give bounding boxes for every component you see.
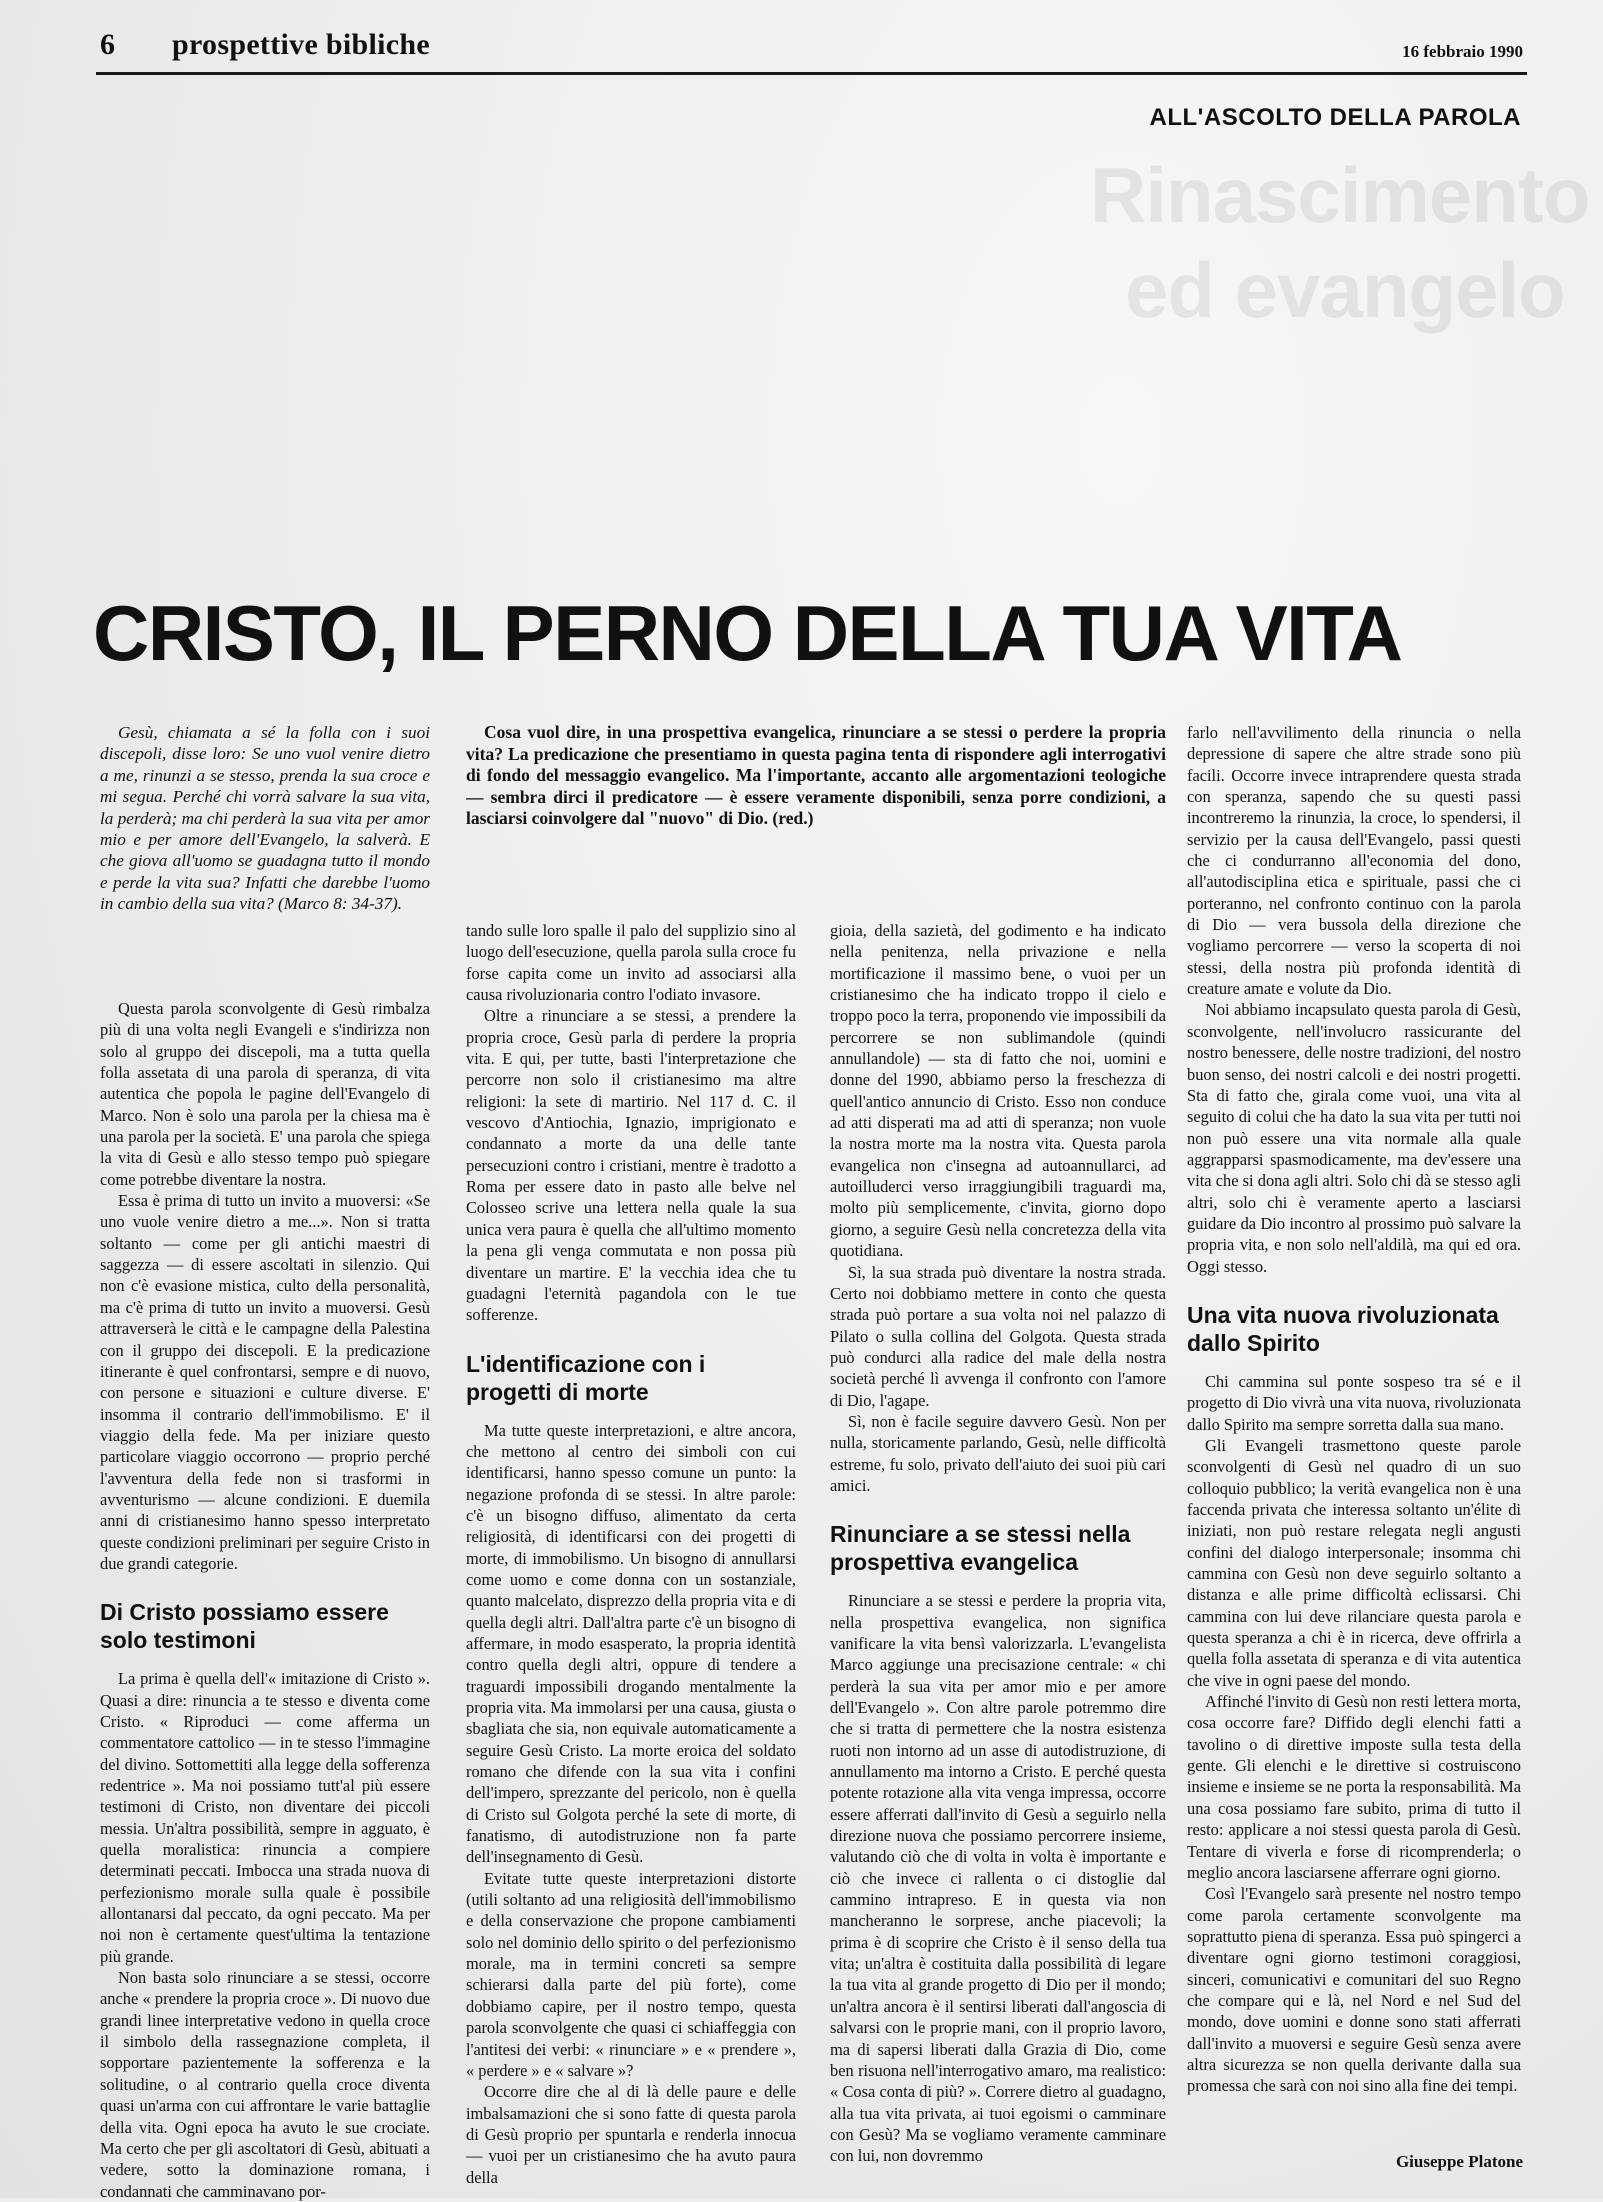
paragraph: tando sulle loro spalle il palo del supplizio sino al luogo dell'esecuzione, quella parola sulla croce fu forse capita come un invito ad associarsi alla causa rivoluzionaria contro l'odiato invasore. bbox=[466, 921, 796, 1005]
column-2 bbox=[466, 920, 796, 2188]
paragraph: Questa parola sconvolgente di Gesù rimbalza più di una volta negli Evangeli e s'indirizza non solo al gruppo dei discepoli, ma a tutta quella folla assetata di una parola di speranza, di vita autentica che popola le pagine dell'Evangelo di Marco. Non è solo una parola per la chiesa ma è una parola per la società. E' una parola che spiega la vita di Gesù e allo stesso tempo può spiegare come potrebbe diventare la nostra. bbox=[100, 999, 430, 1189]
section-kicker: ALL'ASCOLTO DELLA PAROLA bbox=[1149, 104, 1521, 131]
paragraph: Sì, non è facile seguire davvero Gesù. Non per nulla, storicamente parlando, Gesù, nelle difficoltà estreme, fu solo, privato dell'aiuto dei suoi più cari amici. bbox=[830, 1411, 1166, 1495]
paragraph: Gli Evangeli trasmettono queste parole sconvolgenti di Gesù nel quadro di un suo colloquio pubblico; la verità evangelica non è una faccenda privata che interessa soltanto un'élite di iniziati, non può restare relegata negli angusti confini del dialogo interpersonale; insomma chi cammina con Gesù non deve seguirlo soltanto a distanza e alle prime difficoltà eclissarsi. Chi cammina con lui deve rilanciare questa parola e questa speranza a chi è in ricerca, deve offrirla a quella folla assetata di speranza e di vita autentica che vive in ogni paese del mondo. bbox=[1187, 1435, 1521, 1690]
bleed-through-text-2: ed evangelo bbox=[1125, 246, 1565, 334]
author-signature: Giuseppe Platone bbox=[1395, 2152, 1523, 2171]
paragraph: Così l'Evangelo sarà presente nel nostro tempo come parola certamente sconvolgente ma soprattutto piena di speranza. Essa può spingerci a diventare ogni giorno testimoni coraggiosi, sinceri, comunicativi e comunitari del suo Regno che compare qui e là, nel Nord e nel Sud del mondo, dove uomini e donne sono stati afferrati dall'invito a muoversi e seguire Gesù senza avere altra sicurezza se non quella derivante dalla sua promessa che sarà con noi sino alla fine dei tempi. bbox=[1187, 1884, 1521, 2096]
paragraph: Rinunciare a se stessi e perdere la propria vita, nella prospettiva evangelica, non significa vanificare la vita bensì valorizzarla. L'evangelista Marco aggiunge una precisazione centrale: « chi perderà la sua vita per amor mio e per amore dell'Evangelo ». Con altre parole potremmo dire che si tratta di permettere che la nostra esistenza ruoti non intorno ad un asse di autodistruzione, di annullamento ma intorno a Cristo. E perché questa potente rotazione alla vita venga impressa, occorre essere afferrati dall'invito di Gesù a seguirlo nella direzione nuova che possiamo percorrere insieme, valutando ciò che di volta in volta è importante e ciò che invece ci rallenta o ci distoglie dal cammino intrapreso. E in questa via non mancheranno le sorprese, anche piacevoli; la prima è di scoprire che Cristo è il senso della tua vita; un'altra è costituita dalla possibilità di legare la tua vita al grande progetto di Dio per il mondo; un'altra ancora è il sentirsi liberati dall'angoscia di salvarsi con le proprie mani, con il proprio lavoro, ma di sapersi liberati dalla Grazia di Dio, come ben risuona nell'interrogativo amaro, ma realistico: « Cosa conta di più? ». Correre dietro al guadagno, alla tua vita privata, ai tuoi egoismi o camminare con Gesù? Ma se vogliamo veramente camminare con lui, non dovremmo bbox=[830, 1591, 1166, 2166]
subheading: Di Cristo possiamo essere solo testimoni bbox=[100, 1599, 389, 1654]
paragraph: gioia, della sazietà, del godimento e ha indicato nella penitenza, nella privazione e nella mortificazione il massimo bene, o vuoi per un cristianesimo che ha indicato troppo il cielo e troppo poco la terra, proponendo vie impossibili da percorrere se non sublimandole (quindi annullandole) — sta di fatto che noi, uomini e donne del 1990, abbiamo perso la freschezza di quell'antico annuncio di Cristo. Esso non conduce ad atti disperati ma ad atti di speranza; non vuole la nostra morte ma la nostra vita. Questa parola evangelica non c'insegna ad autoannullarci, ad autoilluderci verso irraggiungibili traguardi ma, molto più semplicemente, c'invita, giorno dopo giorno, a seguire Gesù nella concretezza della vita quotidiana. bbox=[830, 921, 1166, 1261]
intro-text: Cosa vuol dire, in una prospettiva evangelica, rinunciare a se stessi o perdere la propria vita? La predicazione che presentiamo in questa pagina tenta di rispondere agli interrogativi di fondo del messaggio evangelico. Ma l'importante, accanto alle argomentazioni teologiche — sembra dirci il predicatore — è essere veramente disponibili, senza porre condizioni, a lasciarsi coinvolgere dal "nuovo" di Dio. (red.) bbox=[466, 722, 1166, 828]
article-intro bbox=[466, 722, 1166, 830]
subheading: L'identificazione con i progetti di morte bbox=[466, 1350, 706, 1405]
paragraph: Occorre dire che al di là delle paure e delle imbalsamazioni che si sono fatte di questa parola di Gesù proprio per spuntarla e renderla innocua — vuoi per un cristianesimo che ha avuto paura della bbox=[466, 2082, 796, 2187]
paragraph: Noi abbiamo incapsulato questa parola di Gesù, sconvolgente, nell'involucro rassicurante del nostro benessere, delle nostre tradizioni, del nostro buon senso, dei nostri calcoli e dei nostri progetti. Sta di fatto che, girala come vuoi, una vita al seguito di colui che ha dato la sua vita per tutti noi non può essere una vita normale alla quale aggrapparsi spasmodicamente, ma dev'essere una vita che si dona agli altri. Solo chi dà se stesso agli altri, solo chi è veramente aperto a lasciarsi guidare da Dio incontro al prossimo può salvare la propria vita, e non solo nell'aldilà, ma qui ed ora. Oggi stesso. bbox=[1187, 1000, 1521, 1276]
bleed-through-text-1: Rinascimento bbox=[1090, 151, 1590, 239]
publication-title: prospettive bibliche bbox=[172, 28, 430, 61]
paragraph: La prima è quella dell'« imitazione di Cristo ». Quasi a dire: rinuncia a te stesso e diventa come Cristo. « Riproduci — come afferma un commentatore cattolico — in te stesso l'immagine del divino. Sottomettiti alla legge della sofferenza redentrice ». Ma noi possiamo tutt'al più essere testimoni di Cristo, non diventare dei piccoli messia. Un'altra possibilità, sempre in agguato, è quella moralistica: rinuncia a compiere determinati peccati. Imbocca una strada nuova di perfezionismo morale sulla quale è possibile allontanarsi dal peccato, da ogni peccato. Ma per noi non è certamente quest'ultima la tentazione più grande. bbox=[100, 1669, 430, 1966]
issue-date: 16 febbraio 1990 bbox=[1402, 42, 1523, 61]
column-1 bbox=[100, 998, 430, 2202]
paragraph: Non basta solo rinunciare a se stessi, occorre anche « prendere la propria croce ». Di nuovo due grandi linee interpretative vedono in quella croce il simbolo della rassegnazione completa, il sopportare pazientemente la sofferenza e la solitudine, o al contrario quella croce diventa quasi un'arma con cui affrontare le varie battaglie della vita. Ogni epoca ha avuto le sue crociate. Ma certo che per gli ascoltatori di Gesù, abituati a vedere, sotto la dominazione romana, i condannati che camminavano por- bbox=[100, 1968, 430, 2201]
epigraph bbox=[100, 722, 430, 915]
page-number: 6 bbox=[100, 28, 115, 61]
subheading: Rinunciare a se stessi nella prospettiva evangelica bbox=[830, 1521, 1131, 1576]
paragraph: Ma tutte queste interpretazioni, e altre ancora, che mettono al centro dei simboli con cui identificarsi, hanno spesso comune un punto: la negazione profonda di se stessi. In altre parole: c'è un bisogno diffuso, alimentato da certa religiosità, di identificarsi con dei progetti di morte, di immobilismo. Un bisogno di annullarsi come uomo e come donna con un sostanziale, quanto malcelato, disprezzo della propria vita e di quella degli altri. Dall'altra parte c'è un bisogno di affermare, in modo esasperato, la propria identità contro quella degli altri, oppure di tendere a traguardi impossibili drogando mentalmente la propria vita. Ma immolarsi per una causa, giusta o sbagliata che sia, non equivale automaticamente a seguire Gesù Cristo. La morte eroica del soldato romano che difende con la sua vita i confini dell'impero, sprezzante del pericolo, non è quella di Cristo sul Golgota perché la sete di morte, di fanatismo, di autodistruzione non fa parte dell'insegnamento di Gesù. bbox=[466, 1420, 796, 1867]
column-4 bbox=[1187, 722, 1521, 2097]
paragraph: Evitate tutte queste interpretazioni distorte (utili soltanto ad una religiosità dell'immobilismo e della conservazione che propone cambiamenti solo nel dominio dello spirito o del perfezionismo morale, ma in termini concreti sa sempre schierarsi dalla parte del più forte), come dobbiamo capire, per il nostro tempo, questa parola sconvolgente che quasi ci schiaffeggia con l'antitesi dei verbi: « rinunciare » e « prendere », « perdere » e « salvare »? bbox=[466, 1868, 796, 2080]
subheading: Una vita nuova rivoluzionata dallo Spirito bbox=[1187, 1301, 1499, 1356]
header-rule bbox=[96, 72, 1527, 75]
paragraph: Essa è prima di tutto un invito a muoversi: «Se uno vuole venire dietro a me...». Non si tratta soltanto — come per gli antichi maestri di saggezza — di essere ascoltati in silenzio. Qui non c'è evasione mistica, culto della personalità, ma c'è prima di tutto un invito a muoversi. Gesù attraverserà le città e le campagne della Palestina con il gruppo dei discepoli. E la predicazione itinerante è quel confrontarsi, sempre e di nuovo, con persone e situazioni e culture diverse. E' insomma il contrario dell'immobilismo. E' il viaggio della fede. Ma per iniziare questo particolare viaggio occorrono — proprio perché l'avventura della fede non si trasformi in avventurismo — alcune condizioni. E duemila anni di cristianesimo hanno spesso interpretato queste condizioni preliminari per seguire Cristo in due grandi categorie. bbox=[100, 1191, 430, 1573]
epigraph-text: Gesù, chiamata a sé la folla con i suoi discepoli, disse loro: Se uno vuol venire dietro a me, rinunzi a se stesso, prenda la sua croce e mi segua. Perché chi vorrà salvare la sua vita, la perderà; ma chi perderà la sua vita per amor mio e per amore dell'Evangelo, la salverà. E che giova all'uomo se guadagna tutto il mondo e perde la vita sua? Infatti che darebbe l'uomo in cambio della sua vita? (Marco 8: 34-37). bbox=[100, 723, 430, 914]
column-3 bbox=[830, 920, 1166, 2167]
article-headline: CRISTO, IL PERNO DELLA TUA VITA bbox=[93, 589, 1402, 677]
paragraph: Chi cammina sul ponte sospeso tra sé e il progetto di Dio vivrà una vita nuova, rivoluzionata dallo Spirito ma sempre sorretta dalla sua mano. bbox=[1187, 1371, 1521, 1434]
paragraph: Sì, la sua strada può diventare la nostra strada. Certo noi dobbiamo mettere in conto che questa strada può portare a sua volta noi nel palazzo di Pilato o sulla collina del Golgota. Questa strada può condurci alla radice del male della nostra società perché lì avvenga il confronto con l'amore di Dio, l'agape. bbox=[830, 1262, 1166, 1410]
paragraph: farlo nell'avvilimento della rinuncia o nella depressione di sapere che altre strade sono più facili. Occorre invece intraprendere questa strada con speranza, sapendo che su questi passi incontreremo la rinunzia, la croce, lo spendersi, il servizio per la causa dell'Evangelo, passi questi che ci condurranno all'economia del dono, all'autodisciplina etica e spirituale, passi che ci porteranno, nel confronto continuo con la parola di Dio — vera bussola della direzione che vogliamo percorrere — verso la scoperta di noi stessi, della nostra più profonda identità di creature amate e volute da Dio. bbox=[1187, 723, 1521, 999]
paragraph: Oltre a rinunciare a se stessi, a prendere la propria croce, Gesù parla di perdere la propria vita. E qui, per tutte, basti l'interpretazione che percorre non solo il cristianesimo ma altre religioni: la sete di martirio. Nel 117 d. C. il vescovo d'Antiochia, Ignazio, imprigionato e condannato a morte da una delle tante persecuzioni contro i cristiani, mentre è tradotto a Roma per essere dato in pasto alle belve nel Colosseo scrive una lettera nella quale la sua unica vera paura è quella che all'ultimo momento la pena gli venga commutata e non possa più diventare un martire. E' la vecchia idea che tu guadagni l'eternità pagandola con le tue sofferenze. bbox=[466, 1006, 796, 1325]
paragraph: Affinché l'invito di Gesù non resti lettera morta, cosa occorre fare? Diffido degli elenchi fatti a tavolino o di direttive imposte sulla testa della gente. Gli elenchi e le direttive si costruiscono insieme e insieme se ne porta la responsabilità. Ma una cosa possiamo fare subito, prima di tutto il resto: applicare a noi stessi questa parola di Gesù. Tentare di viverla e forse di ricomprenderla; o meglio ancora lasciarsene afferrare ogni giorno. bbox=[1187, 1692, 1521, 1882]
